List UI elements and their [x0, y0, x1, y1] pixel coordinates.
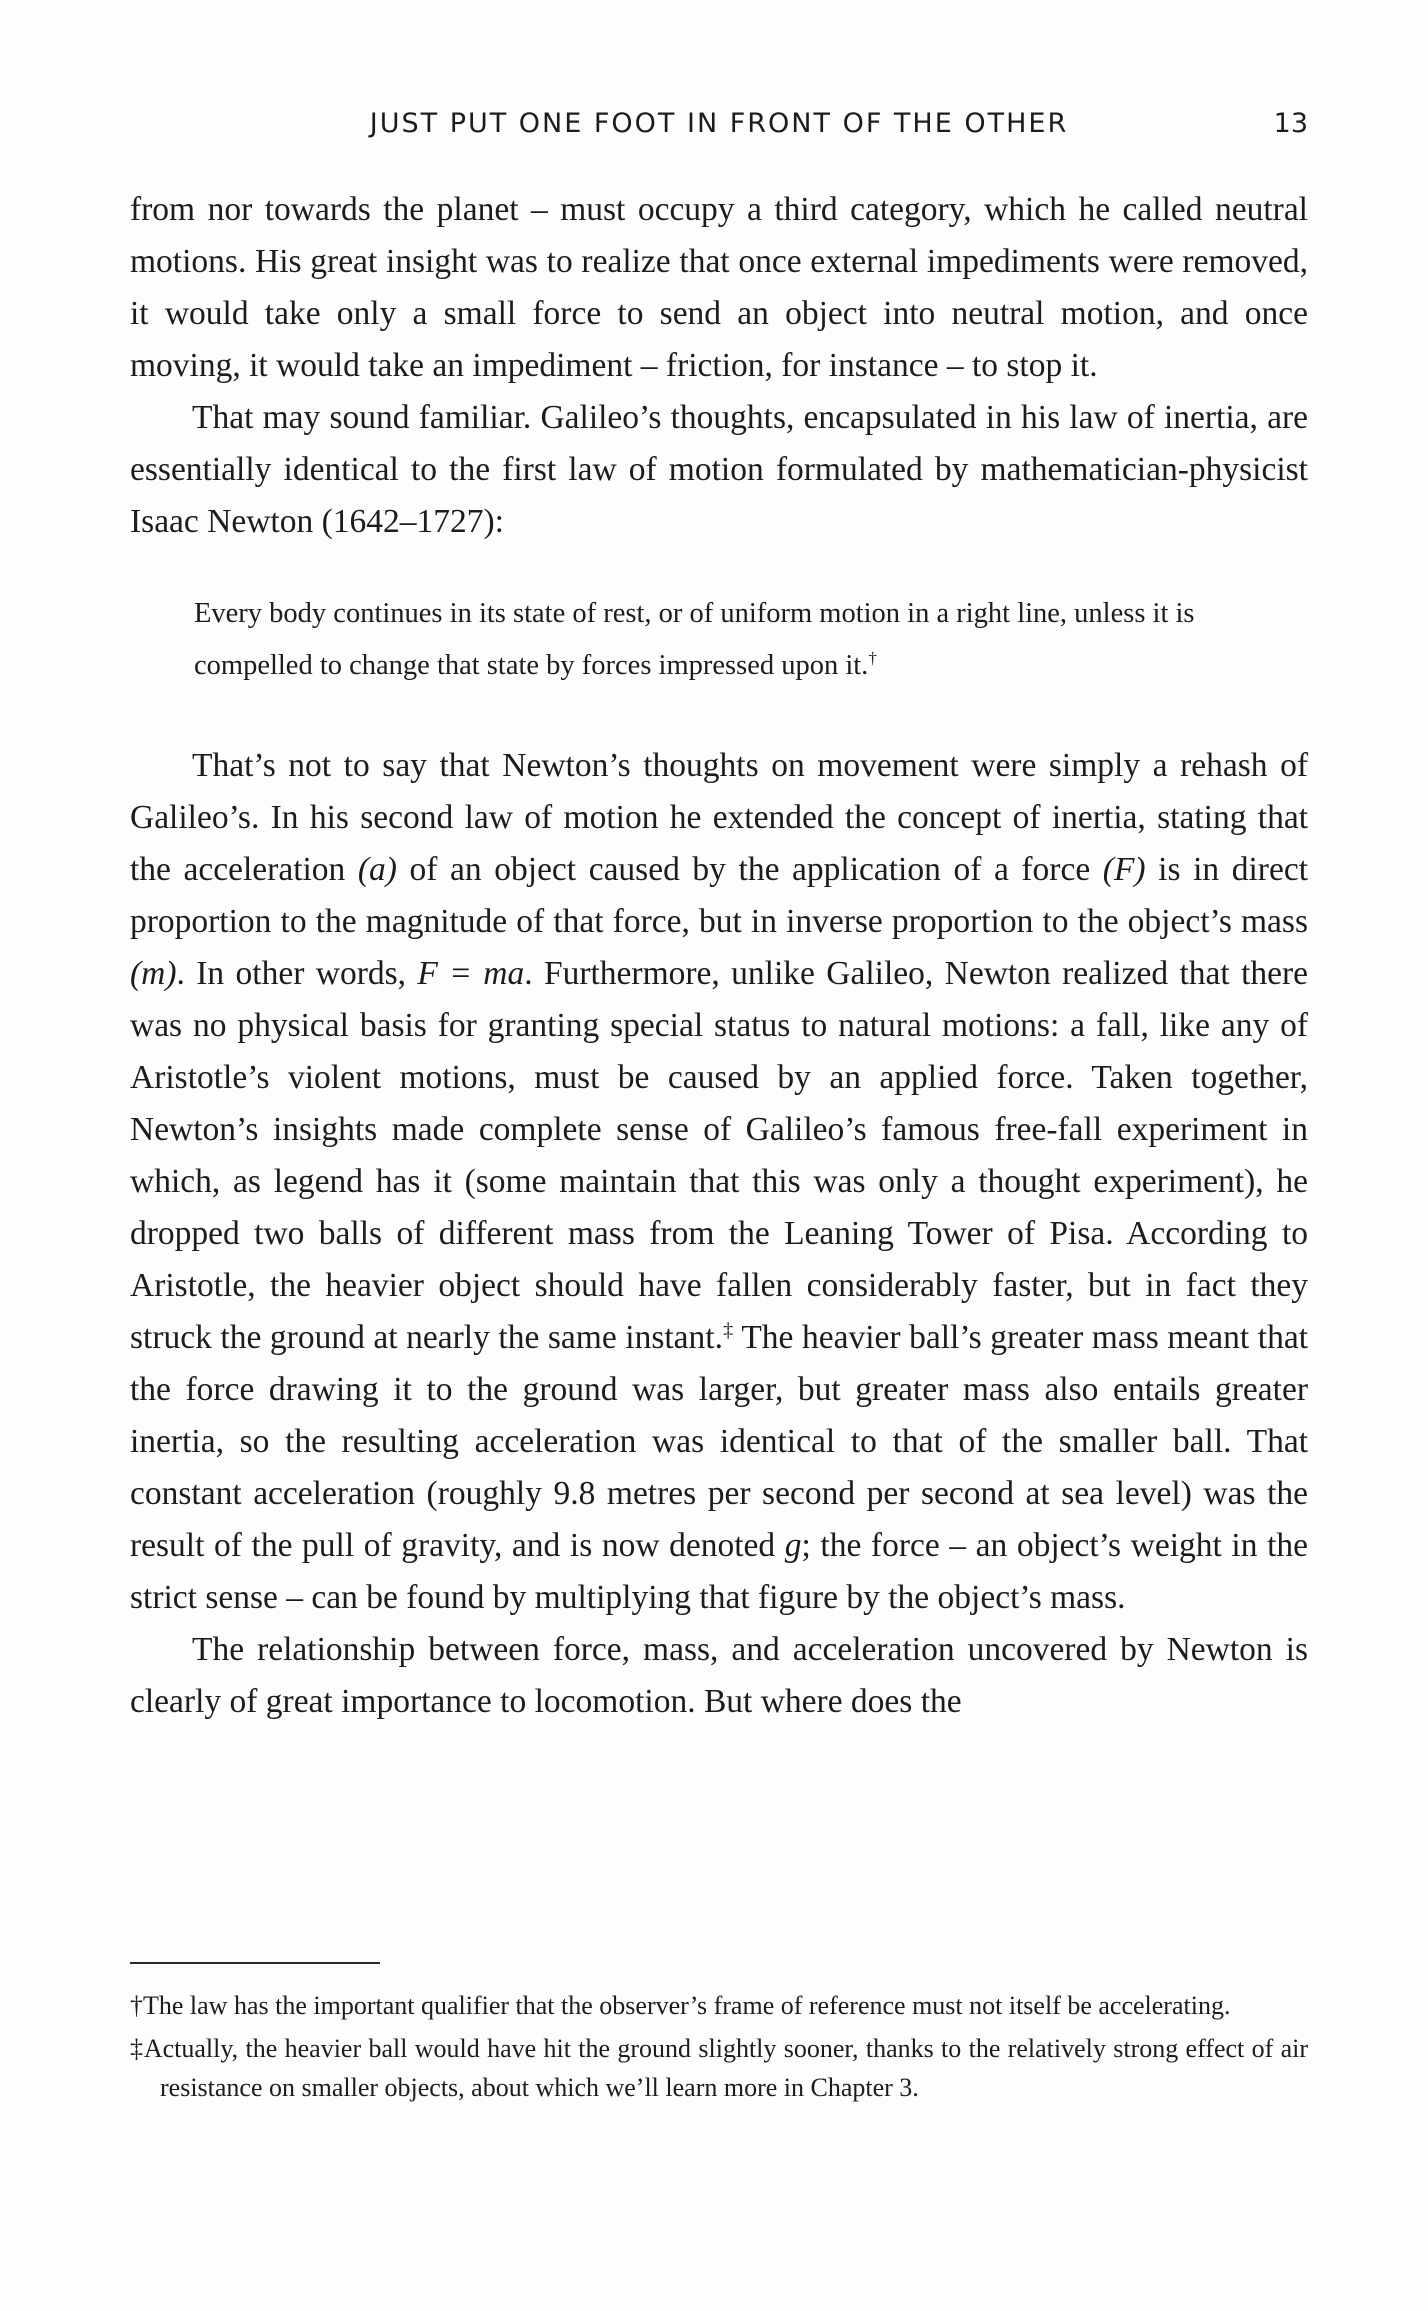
paragraph-1: from nor towards the planet – must occupy a third category, which he called neutral motions. His great insight was to realize that once external impediments were removed, it would take only a small force to send an object into neutral motion, and once moving, it would take an impediment – friction, for instance – to stop it. — [130, 191, 1308, 384]
running-head — [130, 104, 1308, 144]
formula: F = ma — [417, 955, 525, 992]
paragraph-4: The relationship between force, mass, and acceleration uncovered by Newton is clearly of great importance to locomotion. But where does the — [130, 1631, 1308, 1720]
paragraph-3-text: is in direct proportion to the magnitude of that force, but in inverse proportion to the object’s mass — [130, 851, 1309, 940]
symbol-g: g — [784, 1527, 802, 1564]
footnotes — [130, 1962, 1308, 2111]
footnote-2-mark: ‡ — [130, 2034, 144, 2063]
quote-text: Every body continues in its state of rest, or of uniform motion in a right line, unless it is compelled to change that state by forces impressed upon it. — [194, 598, 1195, 681]
footnote-2-text: Actually, the heavier ball would have hit the ground slightly sooner, thanks to the relatively strong effect of air resistance on smaller objects, about which we’ll learn more in Chapter 3. — [143, 2034, 1308, 2102]
footnote-ref-double-dagger: ‡ — [722, 1318, 734, 1341]
paragraph-3-text: ; the force – an object’s weight in the strict sense – can be found by multiplying that figure by the object’s mass. — [130, 1527, 1308, 1616]
page-number: 13 — [1273, 108, 1308, 139]
body-text — [130, 184, 1308, 1728]
paragraph-2: That may sound familiar. Galileo’s thoughts, encapsulated in his law of inertia, are essentially identical to the first law of motion formulated by mathematician-physicist Isaac Newton (1642–1727): — [130, 399, 1308, 540]
paragraph-3-text: . In other words, — [176, 955, 418, 992]
paragraph-3-text: That’s not to say that Newton’s thoughts on movement were simply a rehash of Galileo’s. In his second law of motion he extended the concept of inertia, stating that the acceleration — [130, 747, 1308, 888]
symbol-F: (F) — [1102, 851, 1146, 888]
footnote-1 — [130, 1986, 1308, 2025]
running-title: JUST PUT ONE FOOT IN FRONT OF THE OTHER — [369, 108, 1069, 139]
block-quote — [194, 588, 1244, 692]
symbol-a: (a) — [357, 851, 397, 888]
footnote-1-mark: † — [130, 1991, 143, 2020]
footnote-ref-dagger: † — [868, 648, 877, 668]
footnote-2 — [130, 2029, 1308, 2107]
footnote-1-text: The law has the important qualifier that the observer’s frame of reference must not itself be accelerating. — [143, 1991, 1231, 2020]
paragraph-3-text: The heavier ball’s greater mass meant that the force drawing it to the ground was larger, but greater mass also entails greater inertia, so the resulting acceleration was identical to that of the smaller ball. That constant acceleration (roughly 9.8 metres per second per second at sea level) was the result of the pull of gravity, and is now denoted — [130, 1319, 1309, 1564]
paragraph-3 — [130, 740, 1308, 1624]
footnote-divider — [130, 1962, 380, 1964]
paragraph-3-text: of an object caused by the application of a force — [396, 851, 1103, 888]
paragraph-3-text: . Furthermore, unlike Galileo, Newton realized that there was no physical basis for granting special status to natural motions: a fall, like any of Aristotle’s violent motions, must be caused by an applied force. Taken together, Newton’s insights made complete sense of Galileo’s famous free-fall experiment in which, as legend has it (some maintain that this was only a thought experiment), he dropped two balls of different mass from the Leaning Tower of Pisa. According to Aristotle, the heavier object should have fallen considerably faster, but in fact they struck the ground at nearly the same instant. — [130, 955, 1309, 1356]
symbol-m: (m) — [130, 955, 177, 992]
